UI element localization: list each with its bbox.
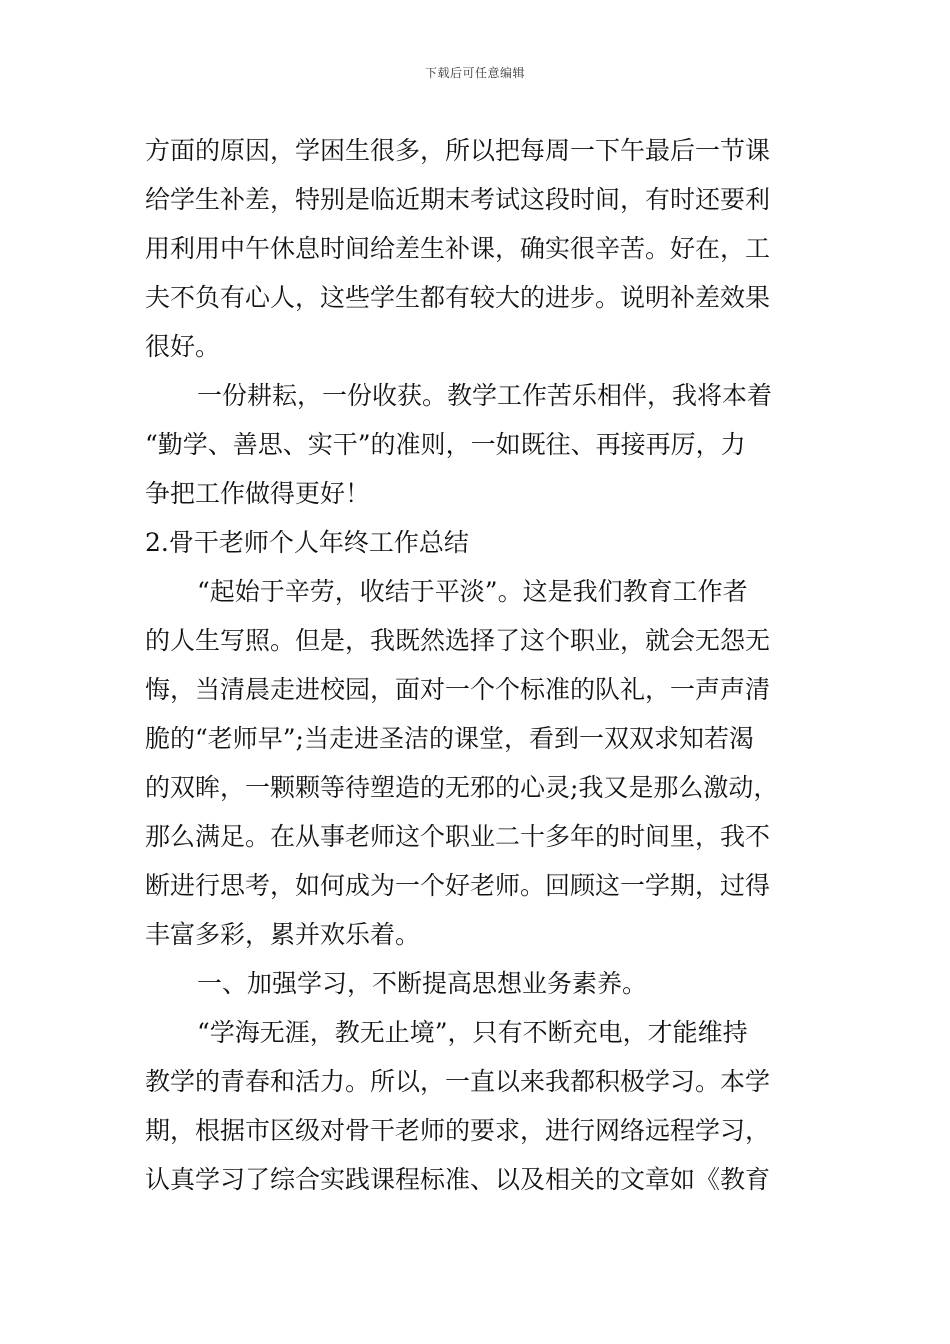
- text-line: 的双眸，一颗颗等待塑造的无邪的心灵;我又是那么激动，: [145, 773, 779, 802]
- text-line: 认真学习了综合实践课程标准、以及相关的文章如《教育: [145, 1165, 771, 1194]
- text-line: 教学的青春和活力。所以，一直以来我都积极学习。本学: [145, 1067, 771, 1096]
- text-line: 脆的“老师早”;当走进圣洁的课堂，看到一双双求知若渴: [145, 724, 754, 753]
- text-line: “勤学、善思、实干”的准则，一如既往、再接再厉，力: [145, 430, 746, 459]
- text-line: 夫不负有心人，这些学生都有较大的进步。说明补差效果: [145, 283, 771, 312]
- text-line: 的人生写照。但是，我既然选择了这个职业，就会无怨无: [145, 626, 771, 655]
- document-body: [145, 126, 810, 1204]
- text-line: 一份耕耘，一份收获。教学工作苦乐相伴，我将本着: [197, 381, 773, 410]
- text-line: 断进行思考，如何成为一个好老师。回顾这一学期，过得: [145, 871, 771, 900]
- text-line: “起始于辛劳，收结于平淡”。这是我们教育工作者: [197, 577, 748, 606]
- text-line: 期，根据市区级对骨干老师的要求，进行网络远程学习，: [145, 1116, 771, 1145]
- text-line: 用利用中午休息时间给差生补课，确实很辛苦。好在，工: [145, 234, 771, 263]
- section-heading: 2.骨干老师个人年终工作总结: [145, 528, 469, 557]
- text-line: 很好。: [145, 332, 221, 361]
- page-header: 下载后可任意编辑: [424, 66, 525, 80]
- text-line: 方面的原因，学困生很多，所以把每周一下午最后一节课: [145, 136, 771, 165]
- text-line: 悔，当清晨走进校园，面对一个个标准的队礼，一声声清: [145, 675, 771, 704]
- text-line: 给学生补差，特别是临近期末考试这段时间，有时还要利: [145, 185, 771, 214]
- text-line: 争把工作做得更好！: [145, 479, 371, 508]
- text-line: 那么满足。在从事老师这个职业二十多年的时间里，我不: [145, 822, 771, 851]
- text-line: “学海无涯，教无止境”，只有不断充电，才能维持: [197, 1018, 748, 1047]
- text-line: 丰富多彩，累并欢乐着。: [145, 920, 421, 949]
- subsection-heading: 一、加强学习，不断提高思想业务素养。: [197, 969, 648, 998]
